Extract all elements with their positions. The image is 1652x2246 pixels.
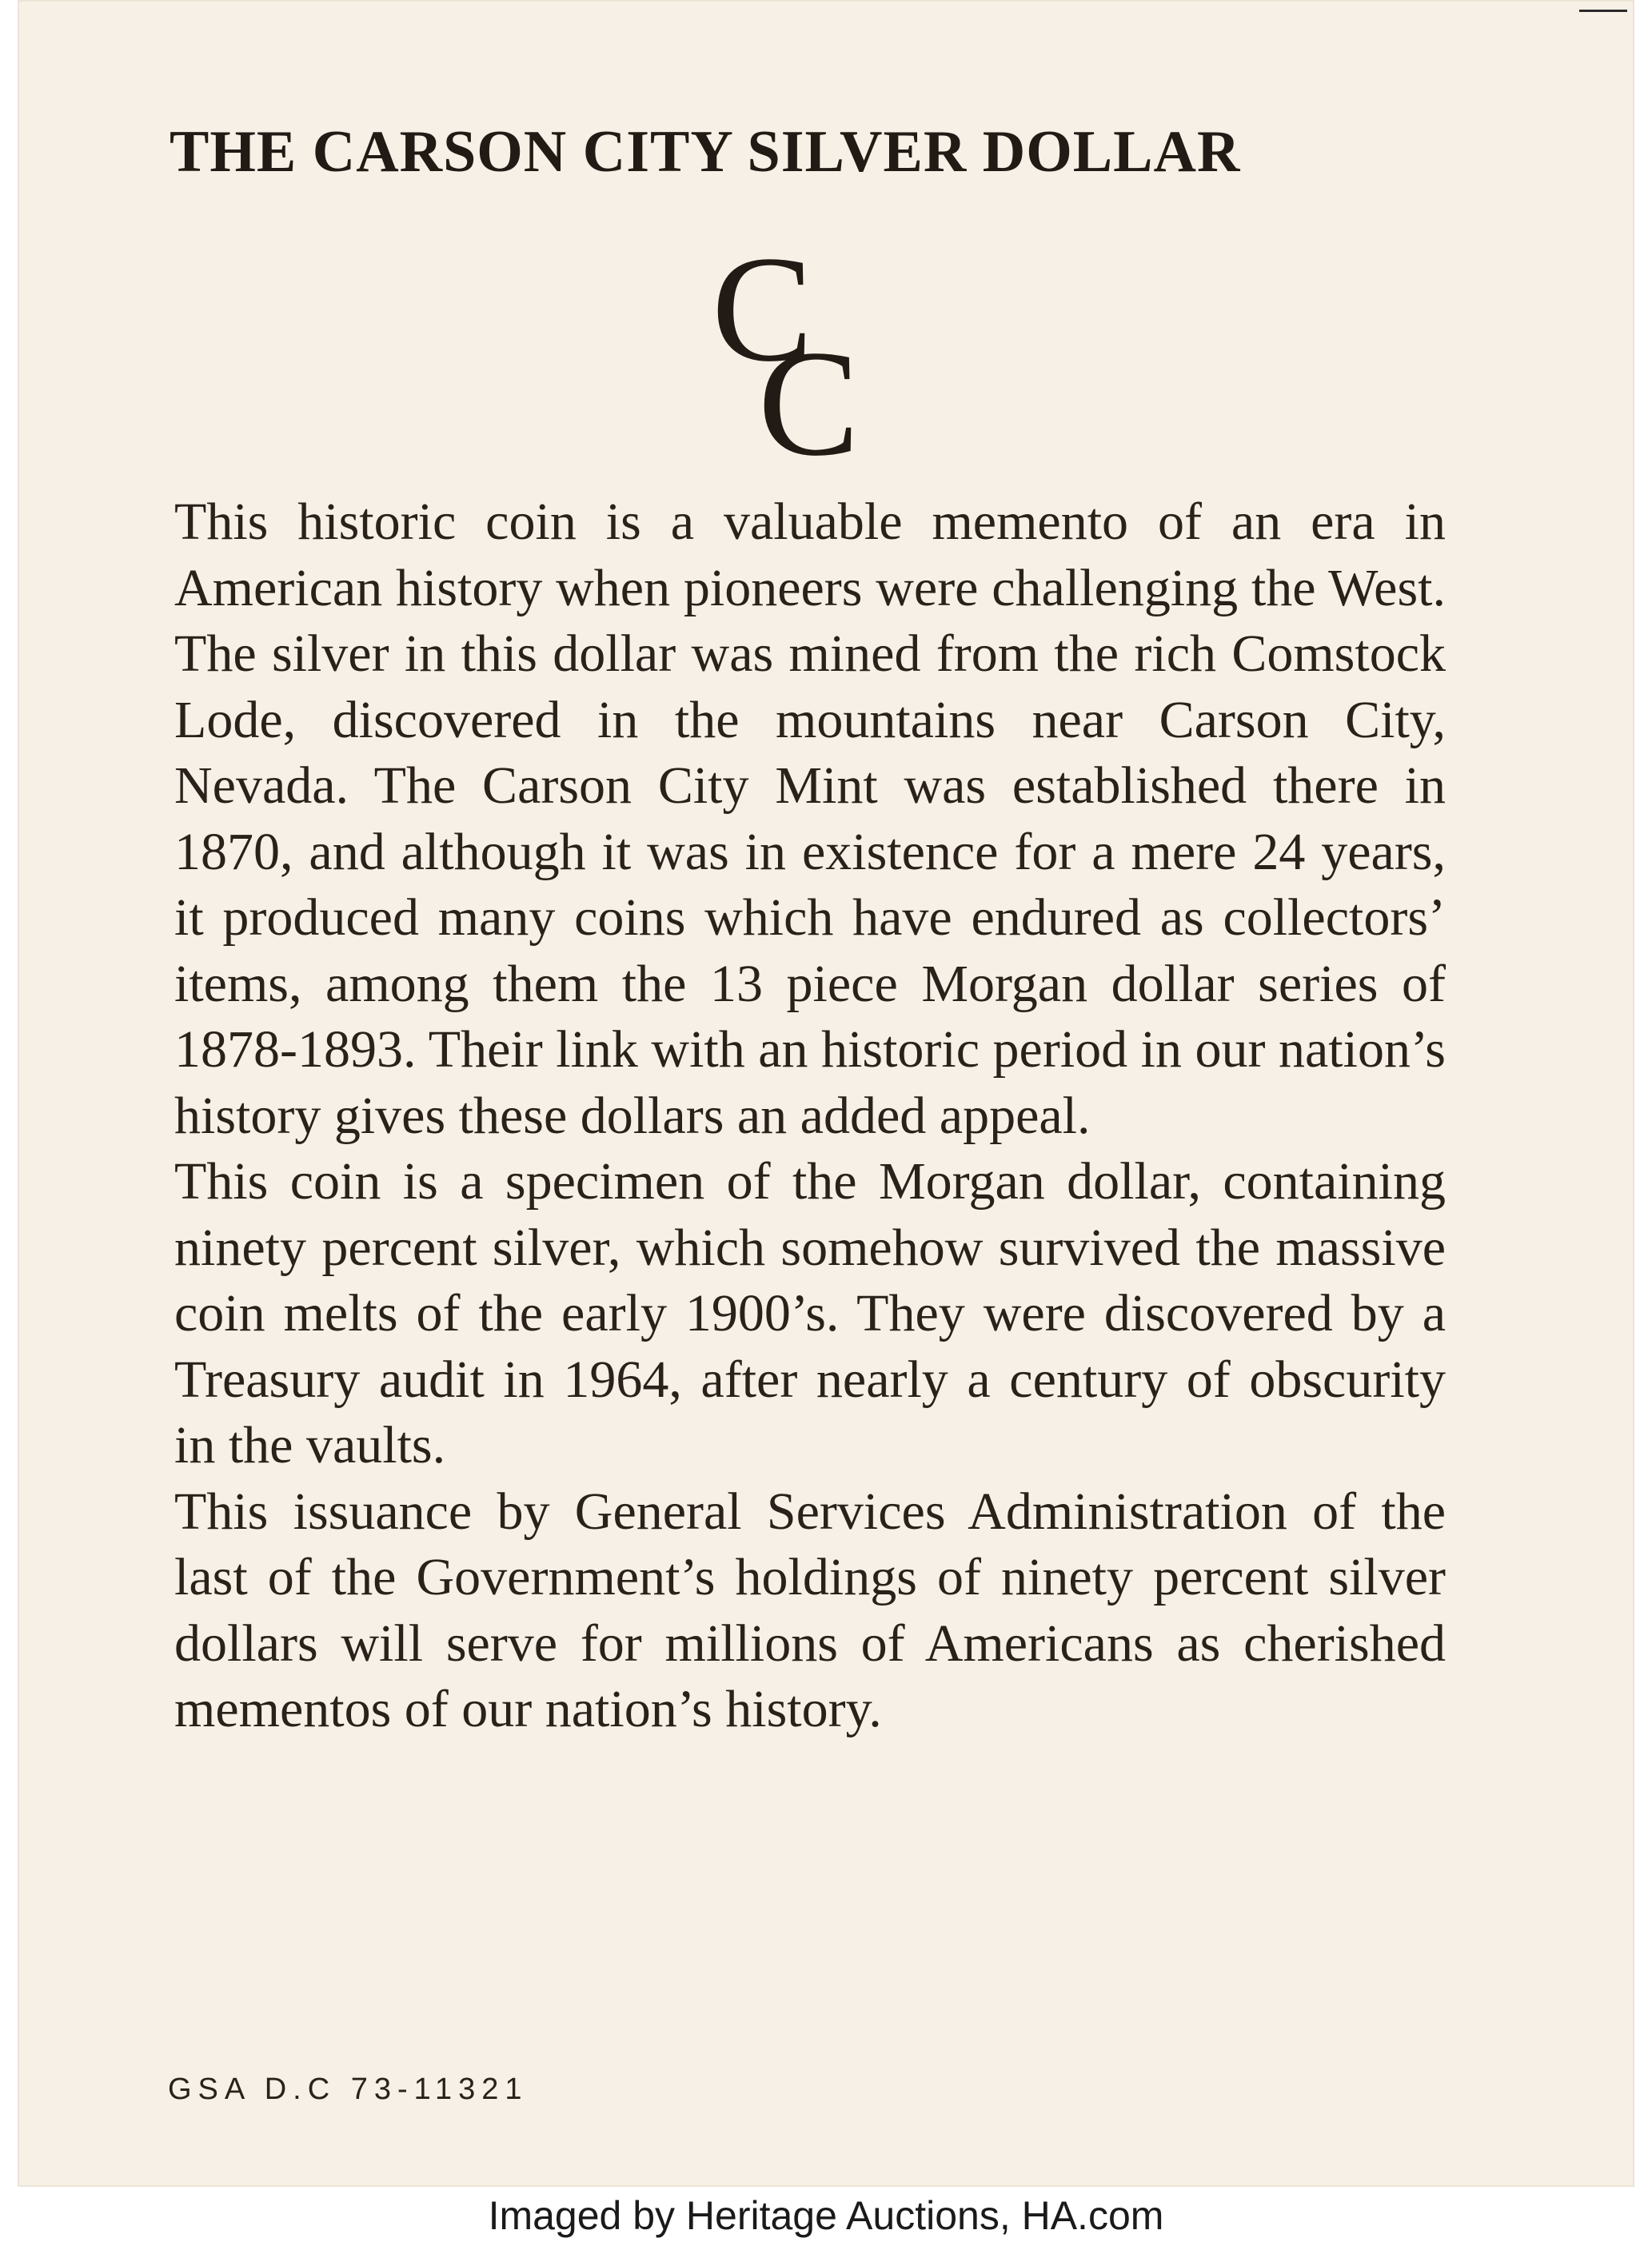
paragraph-specimen: This coin is a specimen of the Morgan dollar, containing ninety percent silver, which somehow survived the massive coin melts of the early 1900’s. They were discovered by a Treasury audit in 1964, after nearly a century of obscurity in the vaults. [174,1152,1446,1474]
cc-monogram-logo [704,240,896,472]
paragraph-history: This historic coin is a valuable memento of an era in American history when pioneers were challenging the West. The silver in this dollar was mined from the rich Comstock Lode, discovered in the mountains near Carson City, Nevada. The Carson City Mint was established there in 1870, and although it was in existence for a mere 24 years, it produced many coins which have endured as collectors’ items, among them the 13 piece Morgan dollar series of 1878-1893. Their link with an historic period in our nation’s history gives these dollars an added appeal. [174,493,1446,1145]
document-body [174,489,1446,1743]
image-credit: Imaged by Heritage Auctions, HA.com [488,2193,1164,2238]
svg-text:C: C [758,320,860,472]
paragraph-issuance: This issuance by General Services Administration of the last of the Government’s holdings of ninety percent silver dollars will serve for millions of Americans as cherished mementos of our nation’s history. [174,1482,1446,1738]
document-title: THE CARSON CITY SILVER DOLLAR [170,119,1241,185]
document-code: GSA D.C 73-11321 [168,2072,529,2106]
svg-text:C: C [712,240,813,393]
corner-mark [1579,10,1627,12]
